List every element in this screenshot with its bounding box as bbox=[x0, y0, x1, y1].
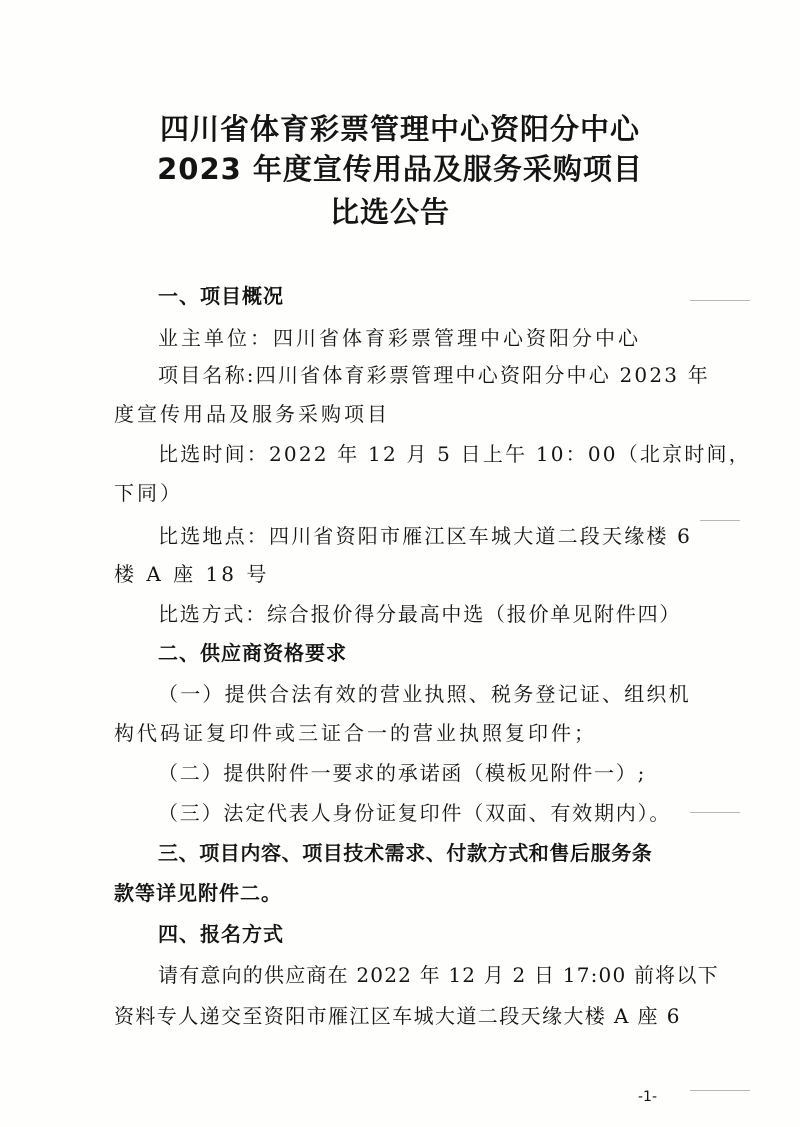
document-title-line-3: 比选公告 bbox=[329, 195, 450, 229]
time-line-2: 下同） bbox=[114, 481, 183, 505]
requirement-1-line-2: 构代码证复印件或三证合一的营业执照复印件； bbox=[114, 721, 597, 745]
requirement-3-line: （三）法定代表人身份证复印件（双面、有效期内）。 bbox=[158, 801, 672, 825]
section-3-heading-line-2: 款等详见附件二。 bbox=[114, 881, 282, 905]
owner-line: 业主单位：四川省体育彩票管理中心资阳分中心 bbox=[158, 326, 641, 350]
document-title-line-2: 2023 年度宣传用品及服务采购项目 bbox=[157, 152, 643, 186]
project-name-line-2: 度宣传用品及服务采购项目 bbox=[114, 402, 390, 426]
section-4-heading: 四、报名方式 bbox=[158, 922, 284, 946]
section-3-heading-line-1: 三、项目内容、项目技术需求、付款方式和售后服务条 bbox=[158, 841, 653, 865]
scan-speck bbox=[700, 520, 740, 521]
method-line: 比选方式：综合报价得分最高中选（报价单见附件四） bbox=[158, 602, 682, 626]
section-1-heading: 一、项目概况 bbox=[158, 284, 284, 308]
scan-speck bbox=[690, 1090, 750, 1091]
section-2-heading: 二、供应商资格要求 bbox=[158, 641, 347, 665]
page-number: -1- bbox=[638, 1089, 658, 1105]
project-name-line-1: 项目名称:四川省体育彩票管理中心资阳分中心 2023 年 bbox=[158, 363, 710, 387]
registration-line-2: 资料专人递交至资阳市雁江区车城大道二段天缘大楼 A 座 6 bbox=[114, 1004, 681, 1028]
scan-speck bbox=[690, 812, 740, 813]
scan-speck bbox=[690, 300, 750, 301]
time-line-1: 比选时间：2022 年 12 月 5 日上午 10：00（北京时间， bbox=[158, 442, 751, 466]
requirement-2-line: （二）提供附件一要求的承诺函（模板见附件一）; bbox=[158, 761, 647, 785]
place-line-2: 楼 A 座 18 号 bbox=[114, 562, 270, 586]
document-title-line-1: 四川省体育彩票管理中心资阳分中心 bbox=[159, 112, 640, 146]
registration-line-1: 请有意向的供应商在 2022 年 12 月 2 日 17:00 前将以下 bbox=[158, 963, 719, 987]
requirement-1-line-1: （一）提供合法有效的营业执照、税务登记证、组织机 bbox=[158, 682, 691, 706]
place-line-1: 比选地点：四川省资阳市雁江区车城大道二段天缘楼 6 bbox=[158, 524, 693, 548]
